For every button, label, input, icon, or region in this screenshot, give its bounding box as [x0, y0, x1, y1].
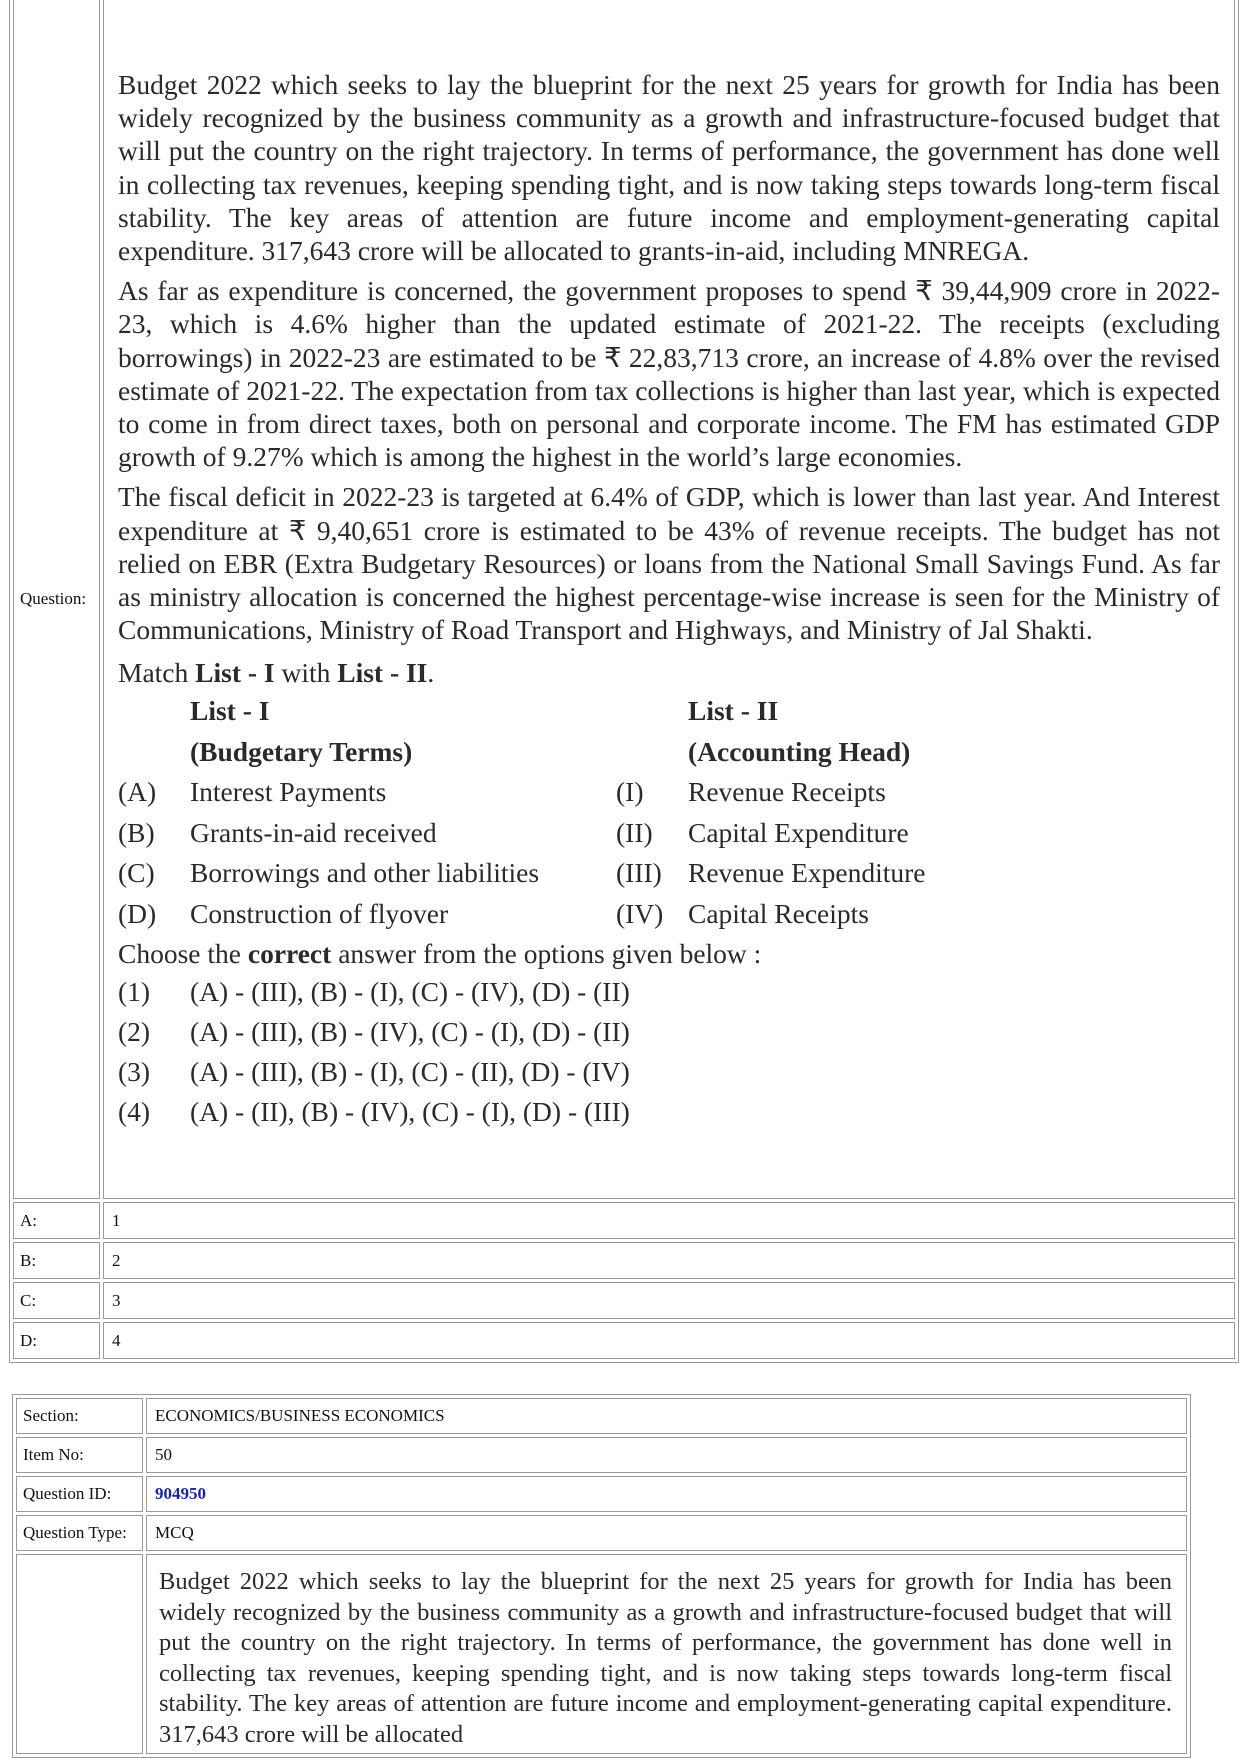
next-question-table [12, 1394, 1191, 1758]
match-row: (C) Borrowings and other liabilities (III) Revenue Expenditure [118, 857, 926, 889]
answer-label: B: [13, 1242, 100, 1279]
option-row: (3) (A) - (III), (B) - (I), (C) - (II), (D) - (IV) [118, 1055, 630, 1087]
options-list [118, 975, 1220, 1135]
option-row: (1) (A) - (III), (B) - (I), (C) - (IV), (D) - (II) [118, 975, 630, 1007]
next-question-body-row [16, 1554, 1187, 1754]
list-titles [118, 691, 1220, 732]
question-id-label: Question ID: [16, 1476, 143, 1512]
answer-row-b [13, 1242, 1235, 1279]
item-row [16, 1437, 1187, 1473]
question-type-value: MCQ [146, 1515, 1187, 1551]
item-value: 50 [146, 1437, 1187, 1473]
match-row: (B) Grants-in-aid received (II) Capital Expenditure [118, 816, 909, 848]
question-label: Question: [13, 0, 100, 1199]
list1-subtitle: (Budgetary Terms) [190, 735, 413, 767]
answer-value: 2 [103, 1242, 1235, 1279]
passage-paragraph-3: The fiscal deficit in 2022-23 is targeted at 6.4% of GDP, which is lower than last year. And Interest expenditure at ₹ 9,40,651 crore is estimated to be 43% of revenue receipts. The budget has not relied on EBR (Extra Budgetary Resources) or loans from the National Small Savings Fund. As far as ministry allocation is concerned the highest percentage-wise increase is seen for the Ministry of Communications, Ministry of Road Transport and Highways, and Ministry of Jal Shakti. [118, 481, 1220, 646]
next-passage-paragraph: Budget 2022 which seeks to lay the blueprint for the next 25 years for growth for India has been widely recognized by the business community as a growth and infrastructure-focused budget that will put the country on the right trajectory. In terms of performance, the government has done well in collecting tax revenues, keeping spending tight, and is now taking steps towards long-term fiscal stability. The key areas of attention are future income and employment-generating capital expenditure. 317,643 crore will be allocated [159, 1568, 1172, 1748]
list2-subtitle: (Accounting Head) [688, 735, 911, 767]
list1-title: List - I [190, 695, 270, 727]
passage-paragraph-1: Budget 2022 which seeks to lay the blueprint for the next 25 years for growth for India has been widely recognized by the business community as a growth and infrastructure-focused budget that will put the country on the right trajectory. In terms of performance, the government has done well in collecting tax revenues, keeping spending tight, and is now taking steps towards long-term fiscal stability. The key areas of attention are future income and employment-generating capital expenditure. 317,643 crore will be allocated to grants-in-aid, including MNREGA. [118, 69, 1220, 267]
option-row: (2) (A) - (III), (B) - (IV), (C) - (I), (D) - (II) [118, 1015, 630, 1047]
answer-label: D: [13, 1322, 100, 1359]
question-type-row [16, 1515, 1187, 1551]
match-row: (A) Interest Payments (I) Revenue Receipts [118, 776, 886, 808]
answer-row-c [13, 1282, 1235, 1319]
question-body [103, 0, 1235, 1199]
answer-row-a [13, 1202, 1235, 1239]
question-type-label: Question Type: [16, 1515, 143, 1551]
match-instruction: Match List - I with List - II . [118, 653, 1220, 691]
answer-value: 3 [103, 1282, 1235, 1319]
item-label: Item No: [16, 1437, 143, 1473]
list2-title: List - II [688, 695, 779, 727]
match-row: (D) Construction of flyover (IV) Capital Receipts [118, 897, 869, 929]
list-subtitles [118, 732, 1220, 773]
list1-ref: List - I [195, 657, 275, 689]
answer-row-d [13, 1322, 1235, 1359]
section-label: Section: [16, 1398, 143, 1434]
choose-instruction: Choose the correct answer from the options given below : [118, 938, 762, 970]
answer-label: C: [13, 1282, 100, 1319]
next-question-body [146, 1554, 1187, 1754]
answer-value: 1 [103, 1202, 1235, 1239]
question-id-row [16, 1476, 1187, 1512]
section-value: ECONOMICS/BUSINESS ECONOMICS [146, 1398, 1187, 1434]
passage-paragraph-2: As far as expenditure is concerned, the government proposes to spend ₹ 39,44,909 crore in 2022-23, which is 4.6% higher than the updated estimate of 2021-22. The receipts (excluding borrowings) in 2022-23 are estimated to be ₹ 22,83,713 crore, an increase of 4.8% over the revised estimate of 2021-22. The expectation from tax collections is higher than last year, which is expected to come in from direct taxes, both on personal and corporate income. The FM has estimated GDP growth of 9.27% which is among the highest in the world’s large economies. [118, 275, 1220, 473]
match-lists [118, 653, 1220, 975]
list2-ref: List - II [337, 657, 428, 689]
question-id-value: 904950 [146, 1476, 1187, 1512]
section-row [16, 1398, 1187, 1434]
answer-value: 4 [103, 1322, 1235, 1359]
question-table [9, 0, 1239, 1363]
option-row: (4) (A) - (II), (B) - (IV), (C) - (I), (D) - (III) [118, 1095, 630, 1127]
next-question-label-cell [16, 1554, 143, 1754]
answer-label: A: [13, 1202, 100, 1239]
